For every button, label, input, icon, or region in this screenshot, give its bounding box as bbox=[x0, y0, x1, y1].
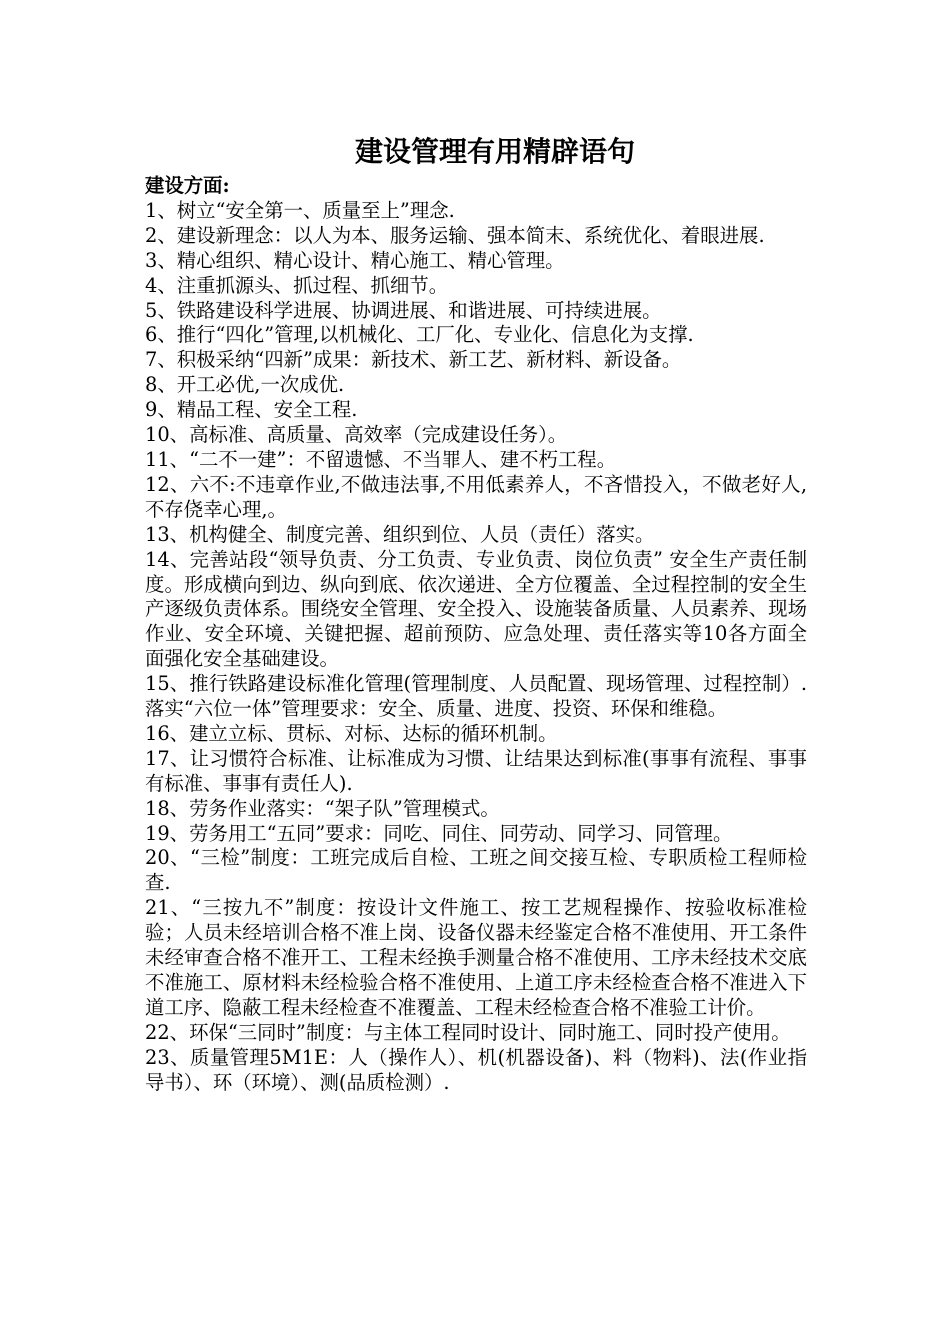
list-item: 20、“三检”制度：工班完成后自检、工班之间交接互检、专职质检工程师检查. bbox=[145, 846, 807, 895]
list-item: 6、推行“四化”管理,以机械化、工厂化、专业化、信息化为支撑. bbox=[145, 323, 694, 347]
list-item: 22、环保“三同时”制度：与主体工程同时设计、同时施工、同时投产使用。 bbox=[145, 1020, 791, 1044]
list-item: 4、注重抓源头、抓过程、抓细节。 bbox=[145, 273, 449, 297]
list-item: 7、积极采纳“四新”成果：新技术、新工艺、新材料、新设备。 bbox=[145, 348, 682, 372]
list-item: 8、开工必优,一次成优. bbox=[145, 373, 345, 397]
document-title: 建设管理有用精辟语句 bbox=[354, 135, 635, 168]
list-item: 5、铁路建设科学进展、协调进展、和谐进展、可持续进展。 bbox=[145, 298, 662, 322]
list-item: 17、让习惯符合标准、让标准成为习惯、让结果达到标准(事事有流程、事事有标准、事事有责任人). bbox=[145, 746, 807, 795]
list-item: 15、推行铁路建设标准化管理(管理制度、人员配置、现场管理、过程控制）.落实“六位一体”管理要求：安全、质量、进度、投资、环保和维稳。 bbox=[145, 672, 807, 721]
list-item: 14、完善站段“领导负责、分工负责、专业负责、岗位负责” 安全生产责任制度。形成横向到边、纵向到底、依次递进、全方位覆盖、全过程控制的安全生产逐级负责体系。围绕安全管理、安全投入、设施装备质量、人员素养、现场作业、安全环境、关键把握、超前预防、应急处理、责任落实等10各方面全面强化安全基础建设。 bbox=[145, 547, 807, 671]
list-item: 1、树立“安全第一、质量至上”理念. bbox=[145, 198, 455, 222]
list-item: 11、“二不一建”：不留遗憾、不当罪人、建不朽工程。 bbox=[145, 447, 617, 471]
list-item: 10、高标准、高质量、高效率（完成建设任务）。 bbox=[145, 423, 568, 447]
list-item: 21、“三按九不”制度：按设计文件施工、按工艺规程操作、按验收标准检验；人员未经培训合格不准上岗、设备仪器未经鉴定合格不准使用、开工条件未经审查合格不准开工、工程未经换手测量合格不准使用、工序未经技术交底不准施工、原材料未经检验合格不准使用、上道工序未经检查合格不准进入下道工序、隐蔽工程未经检查不准覆盖、工程未经检查合格不准验工计价。 bbox=[145, 896, 807, 1019]
list-item: 12、六不:不违章作业,不做违法事,不用低素养人，不吝惜投入，不做老好人,不存侥幸心理,。 bbox=[145, 472, 807, 521]
list-item: 23、质量管理5M1E：人（操作人）、机(机器设备)、料（物料)、法(作业指导书）、环（环境）、测(品质检测）. bbox=[145, 1045, 807, 1094]
list-item: 3、精心组织、精心设计、精心施工、精心管理。 bbox=[145, 248, 565, 272]
list-item: 2、建设新理念：以人为本、服务运输、强本简末、系统优化、着眼进展. bbox=[145, 223, 765, 247]
item-list bbox=[145, 199, 807, 1096]
list-item: 19、劳务用工“五同”要求：同吃、同住、同劳动、同学习、同管理。 bbox=[145, 821, 733, 845]
list-item: 9、精品工程、安全工程. bbox=[145, 398, 358, 422]
list-item: 13、机构健全、制度完善、组织到位、人员（责任）落实。 bbox=[145, 522, 655, 546]
list-item: 18、劳务作业落实：“架子队”管理模式。 bbox=[145, 796, 500, 820]
list-item: 16、建立立标、贯标、对标、达标的循环机制。 bbox=[145, 721, 558, 745]
section-heading: 建设方面: bbox=[145, 174, 230, 197]
document-body bbox=[145, 174, 807, 1096]
